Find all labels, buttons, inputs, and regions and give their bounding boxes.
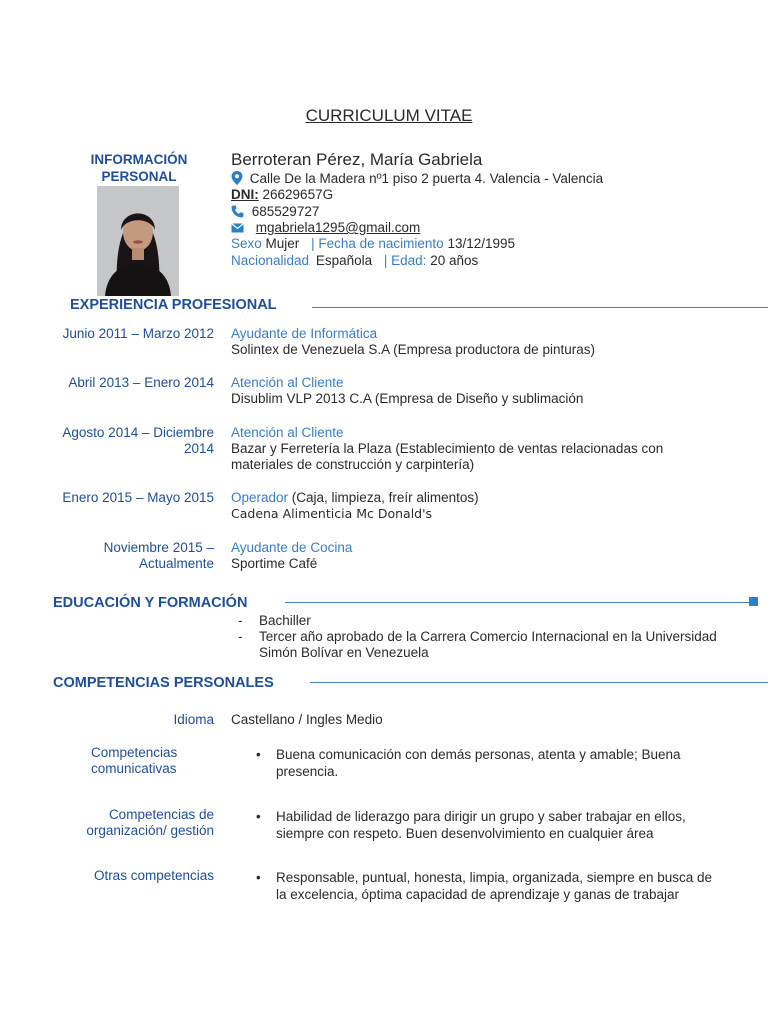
education-text	[259, 629, 739, 661]
job-title: Ayudante de Cocina	[231, 540, 353, 555]
phone-row	[231, 204, 319, 220]
competency-label	[40, 868, 214, 884]
section-personal-label-line1: INFORMACIÓN	[90, 152, 188, 167]
competency-text	[276, 746, 716, 780]
birth-label: | Fecha de nacimiento	[311, 236, 444, 251]
address-row	[231, 171, 603, 187]
experience-date: Enero 2015 – Mayo 2015	[62, 490, 214, 505]
company: Cadena Alimenticia Mc Donald's	[231, 506, 433, 521]
dash-bullet: -	[238, 613, 243, 628]
competency-text-line2: la excelencia, óptima capacidad de aprendizaje y ganas de trabajar	[276, 887, 680, 902]
dni-row	[231, 187, 333, 203]
section-experience-header: EXPERIENCIA PROFESIONAL	[70, 297, 277, 313]
company-line1: Bazar y Ferretería la Plaza (Establecimiento de ventas relacionadas con	[231, 441, 664, 456]
bullet-dot-icon: •	[256, 870, 261, 885]
language-label: Idioma	[173, 712, 214, 727]
company: Sportime Café	[231, 556, 318, 571]
company: Solintex de Venezuela S.A (Empresa productora de pinturas)	[231, 342, 595, 357]
birth-value: 13/12/1995	[447, 236, 516, 251]
section-education-header: EDUCACIÓN Y FORMACIÓN	[53, 595, 248, 611]
email-icon	[231, 223, 244, 233]
experience-entry	[231, 425, 731, 473]
nationality-age-row	[231, 253, 478, 269]
job-title-extra: (Caja, limpieza, freír alimentos)	[288, 490, 479, 505]
nationality-label: Nacionalidad	[231, 253, 310, 268]
job-title: Atención al Cliente	[231, 375, 344, 390]
phone-value: 685529727	[251, 204, 320, 219]
phone-icon	[231, 205, 244, 218]
competency-label	[91, 745, 241, 777]
sex-label: Sexo	[231, 236, 262, 251]
section-competencies-header: COMPETENCIAS PERSONALES	[53, 675, 274, 691]
email-link[interactable]: mgabriela1295@gmail.com	[255, 220, 421, 235]
competency-text-line2: siempre con respeto. Buen desenvolvimiento en cualquier área	[276, 826, 654, 841]
age-label: | Edad:	[383, 253, 427, 268]
education-text-line2: Simón Bolívar en Venezuela	[259, 645, 429, 660]
job-title: Atención al Cliente	[231, 425, 344, 440]
competency-label-line1: Competencias de	[108, 807, 214, 822]
competency-text-line1: Buena comunicación con demás personas, atenta y amable; Buena	[276, 747, 681, 762]
competency-text-line1: Habilidad de liderazgo para dirigir un grupo y saber trabajar en ellos,	[276, 809, 686, 824]
experience-date-line2: 2014	[183, 441, 214, 456]
competency-label-line2: comunicativas	[91, 761, 177, 776]
experience-date-line2: Actualmente	[138, 556, 214, 571]
experience-date	[40, 540, 214, 572]
experience-entry	[231, 375, 731, 407]
dash-bullet: -	[238, 629, 243, 644]
dni-label: DNI:	[231, 187, 259, 202]
competency-text-line2: presencia.	[276, 764, 339, 779]
section-personal-label-line2: PERSONAL	[101, 169, 177, 184]
experience-entry	[231, 326, 731, 358]
job-title: Ayudante de Informática	[231, 326, 378, 341]
page-title: CURRICULUM VITAE	[305, 106, 473, 125]
education-text-line1: Tercer año aprobado de la Carrera Comercio Internacional en la Universidad	[259, 629, 717, 644]
experience-date	[40, 425, 214, 457]
company-line2: materiales de construcción y carpintería)	[231, 457, 475, 472]
address-text: Calle De la Madera nº1 piso 2 puerta 4. Valencia - Valencia	[249, 171, 604, 186]
experience-entry	[231, 540, 731, 572]
full-name: Berroteran Pérez, María Gabriela	[231, 150, 483, 169]
experience-date-line1: Agosto 2014 – Diciembre	[62, 425, 214, 440]
experience-date: Abril 2013 – Enero 2014	[68, 375, 214, 390]
sex-birth-row	[231, 236, 515, 252]
experience-entry	[231, 490, 731, 522]
education-text: Bachiller	[259, 613, 311, 628]
experience-date-line1: Noviembre 2015 –	[103, 540, 214, 555]
section-divider	[312, 307, 768, 308]
bullet-dot-icon: •	[256, 747, 261, 762]
experience-date: Junio 2011 – Marzo 2012	[62, 326, 214, 341]
dni-value: 26629657G	[262, 187, 334, 202]
age-value: 20 años	[430, 253, 479, 268]
competency-label-line2: organización/ gestión	[86, 823, 214, 838]
location-pin-icon	[231, 171, 243, 185]
language-value: Castellano / Ingles Medio	[231, 712, 383, 727]
competency-text-line1: Responsable, puntual, honesta, limpia, organizada, siempre en busca de	[276, 870, 713, 885]
nationality-value: Española	[315, 253, 373, 268]
section-divider	[310, 682, 768, 683]
sex-value: Mujer	[265, 236, 300, 251]
email-row	[231, 220, 420, 236]
competency-label	[40, 807, 214, 839]
profile-photo	[97, 186, 179, 296]
section-divider-end-square	[749, 597, 758, 606]
section-personal-label	[64, 151, 214, 185]
bullet-dot-icon: •	[256, 809, 261, 824]
competency-label-line1: Otras competencias	[93, 868, 214, 883]
competency-text	[276, 808, 716, 842]
competency-label-line1: Competencias	[91, 745, 178, 760]
company: Disublim VLP 2013 C.A (Empresa de Diseño y sublimación	[231, 391, 584, 406]
section-divider	[285, 602, 751, 603]
job-title: Operador	[231, 490, 289, 505]
competency-text	[276, 869, 716, 903]
